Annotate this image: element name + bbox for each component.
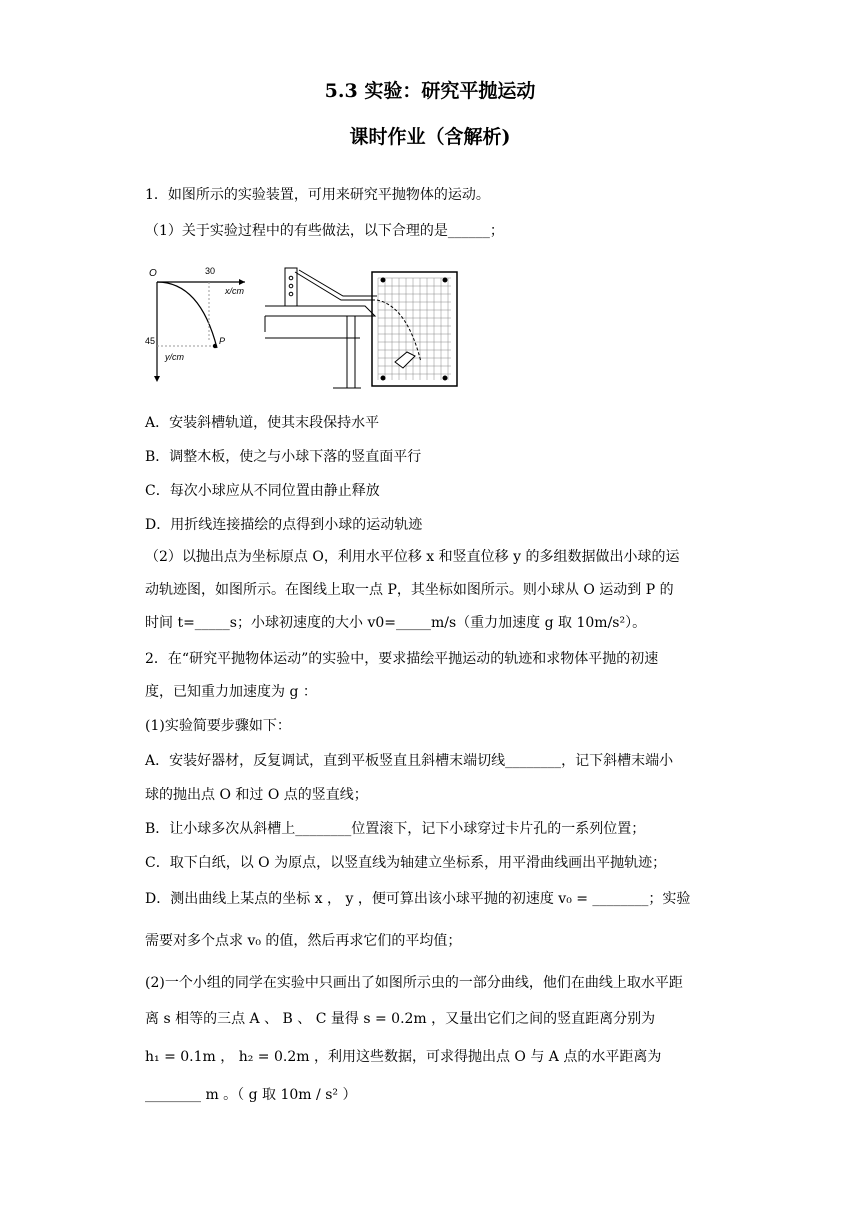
q1-option-b: B．调整木板，使之与小球下落的竖直面平行	[145, 449, 422, 465]
q1-part2-line1: （2）以抛出点为坐标原点 O，利用水平位移 x 和竖直位移 y 的多组数据做出小球的运	[145, 549, 680, 565]
q2-step-d-line1: D．测出曲线上某点的坐标 x ， y ，便可算出该小球平抛的初速度 v₀ = ________；实验	[145, 891, 691, 907]
q2-step-c: C．取下白纸，以 O 为原点，以竖直线为轴建立坐标系，用平滑曲线画出平抛轨迹；	[145, 855, 667, 871]
y-axis-label: y/cm	[165, 352, 184, 362]
q1-stem: 1．如图所示的实验装置，可用来研究平抛物体的运动。	[145, 187, 490, 203]
q2-part2-line1: (2)一个小组的同学在实验中只画出了如图所示虫的一部分曲线，他们在曲线上取水平距	[145, 975, 683, 991]
q2-stem-line2: 度，已知重力加速度为 g ：	[145, 684, 317, 700]
q1-option-a: A．安装斜槽轨道，使其末段保持水平	[145, 415, 380, 431]
x-tick-label: 30	[205, 266, 216, 276]
origin-label: O	[149, 268, 157, 279]
q2-step-b: B．让小球多次从斜槽上________位置滚下，记下小球穿过卡片孔的一系列位置；	[145, 821, 646, 837]
q1-option-d: D．用折线连接描绘的点得到小球的运动轨迹	[145, 517, 423, 533]
q2-part2-line3: h₁ = 0.1m ， h₂ = 0.2m ，利用这些数据，可求得抛出点 O 与 A 点的水平距离为	[145, 1049, 662, 1065]
apparatus-illustration	[265, 268, 457, 388]
q2-part1: (1)实验简要步骤如下：	[145, 718, 291, 734]
q1-option-c: C．每次小球应从不同位置由静止释放	[145, 483, 380, 499]
q2-part2-line2: 离 s 相等的三点 A 、 B 、 C 量得 s = 0.2m ，又量出它们之间的竖直距离分别为	[145, 1011, 656, 1027]
trajectory-graph	[145, 266, 245, 382]
q2-step-a-line1: A．安装好器材，反复调试，直到平板竖直且斜槽末端切线________，记下斜槽末端小	[145, 753, 674, 769]
q2-part2-line4: ________ m 。（ g 取 10m / s² ）	[145, 1087, 357, 1103]
q1-part2-line2: 动轨迹图，如图所示。在图线上取一点 P，其坐标如图所示。则小球从 O 运动到 P 的	[145, 582, 674, 598]
q2-step-d-line2: 需要对多个点求 v₀ 的值，然后再求它们的平均值；	[145, 933, 462, 949]
y-tick-label: 45	[145, 336, 156, 346]
q1-part2-line3: 时间 t=_____s；小球初速度的大小 v0=_____m/s（重力加速度 g 取 10m/s²）。	[145, 615, 647, 631]
page-title: 5.3 实验：研究平抛运动	[324, 80, 536, 102]
q1-figures	[145, 262, 465, 392]
page-subtitle: 课时作业（含解析)	[349, 126, 511, 148]
q2-step-a-line2: 球的抛出点 O 和过 O 点的竖直线；	[145, 787, 368, 803]
point-p-label: P	[219, 336, 226, 346]
q1-part1: （1）关于实验过程中的有些做法，以下合理的是______；	[145, 223, 504, 239]
q2-stem-line1: 2．在“研究平抛物体运动”的实验中，要求描绘平抛运动的轨迹和求物体平抛的初速	[145, 651, 659, 667]
x-axis-label: x/cm	[225, 286, 244, 296]
